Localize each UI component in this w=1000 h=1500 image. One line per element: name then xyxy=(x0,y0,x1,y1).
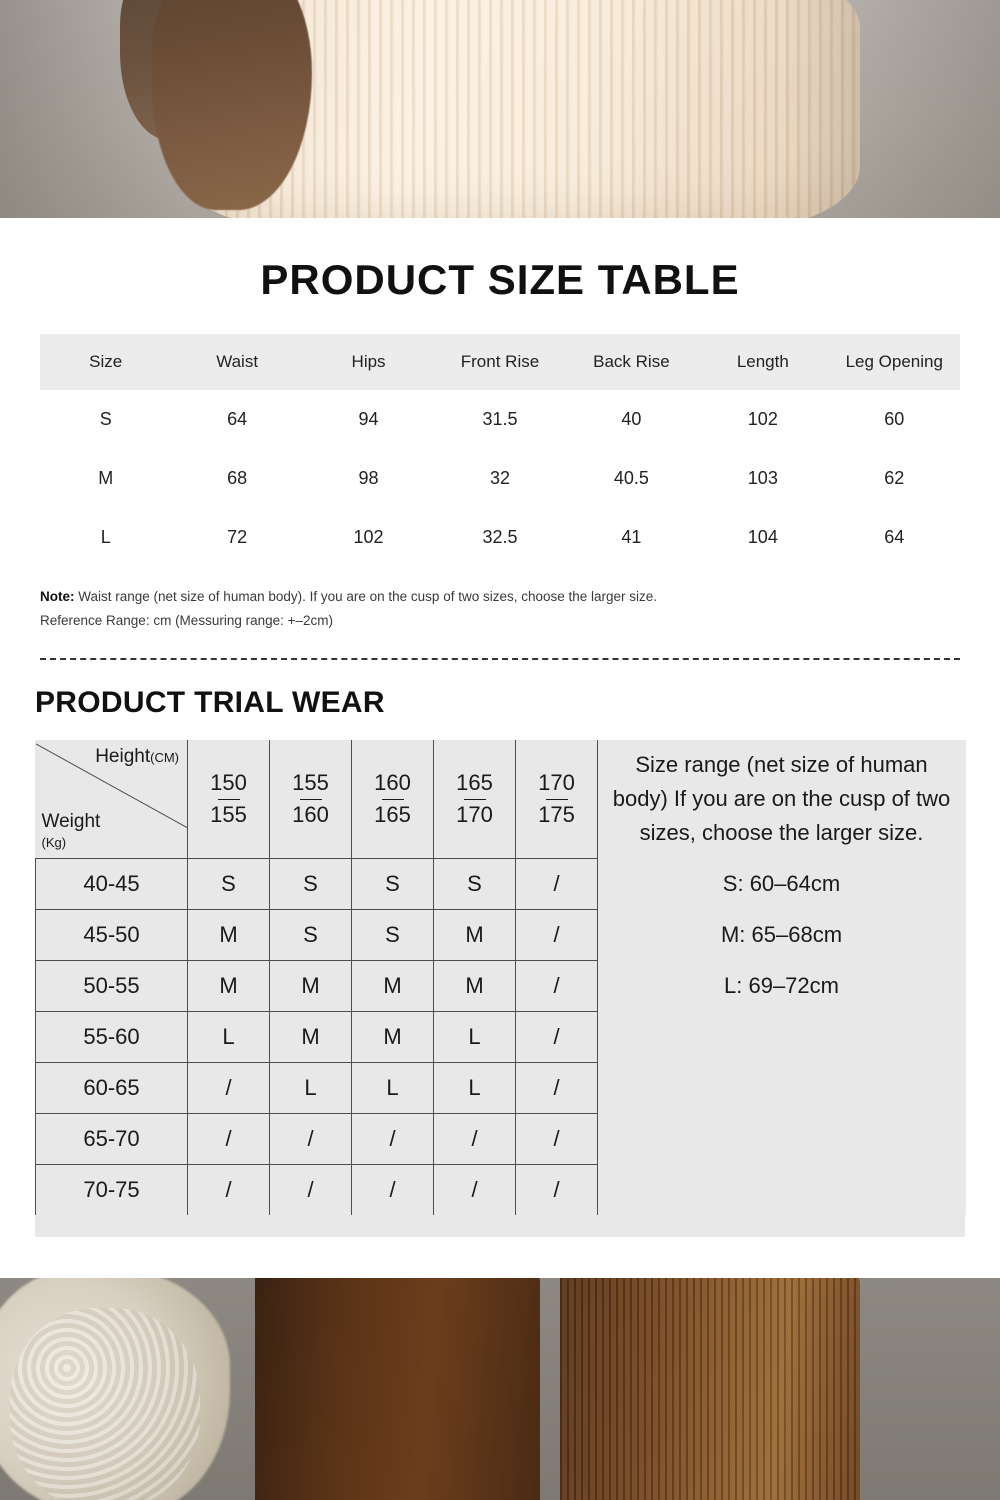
cell-hips: 102 xyxy=(303,508,434,567)
size-cell: M xyxy=(434,961,516,1012)
table-row xyxy=(40,390,960,449)
cell-leg-opening: 60 xyxy=(829,390,960,449)
size-cell: M xyxy=(188,961,270,1012)
range-dash xyxy=(546,799,568,800)
weight-range: 50-55 xyxy=(36,961,188,1012)
size-cell: M xyxy=(270,961,352,1012)
size-cell: M xyxy=(352,961,434,1012)
trial-header-row xyxy=(36,740,966,858)
product-photo-top xyxy=(0,0,1000,218)
cell-front-rise: 32.5 xyxy=(434,508,565,567)
size-cell: / xyxy=(270,1114,352,1165)
height-range-from: 165 xyxy=(456,770,493,796)
height-range-4 xyxy=(516,740,598,858)
cell-leg-opening: 62 xyxy=(829,449,960,508)
cell-hips: 98 xyxy=(303,449,434,508)
cell-length: 104 xyxy=(697,508,828,567)
fur-texture xyxy=(10,1308,200,1500)
size-cell: S xyxy=(352,910,434,961)
cell-size: M xyxy=(40,449,171,508)
size-table-col-leg-opening: Leg Opening xyxy=(829,334,960,390)
cell-front-rise: 31.5 xyxy=(434,390,565,449)
cell-front-rise: 32 xyxy=(434,449,565,508)
size-cell: L xyxy=(188,1012,270,1063)
size-cell: / xyxy=(352,1165,434,1216)
size-cell: / xyxy=(516,1063,598,1114)
size-cell: S xyxy=(270,910,352,961)
weight-range: 40-45 xyxy=(36,859,188,910)
size-note-label: Note: xyxy=(40,589,75,604)
weight-label-text: Weight xyxy=(41,811,101,833)
size-table xyxy=(40,334,960,567)
size-table-col-size: Size xyxy=(40,334,171,390)
height-axis-label xyxy=(95,747,179,767)
size-note xyxy=(40,585,960,632)
photo-shadow-right xyxy=(780,0,1000,218)
trial-panel-padding xyxy=(35,1215,965,1237)
height-range-3 xyxy=(434,740,516,858)
size-table-col-front-rise: Front Rise xyxy=(434,334,565,390)
weight-range: 55-60 xyxy=(36,1012,188,1063)
range-dash xyxy=(300,799,322,800)
cell-waist: 68 xyxy=(171,449,302,508)
height-range-to: 155 xyxy=(210,801,247,827)
side-blank xyxy=(598,1114,966,1165)
height-range-to: 170 xyxy=(456,801,493,827)
size-cell: / xyxy=(434,1165,516,1216)
height-range-2 xyxy=(352,740,434,858)
table-row xyxy=(36,910,966,961)
side-blank xyxy=(598,1165,966,1216)
table-row xyxy=(36,1165,966,1216)
size-table-header-row xyxy=(40,334,960,390)
weight-axis-label xyxy=(42,812,101,852)
cell-back-rise: 40.5 xyxy=(566,449,697,508)
corduroy-texture xyxy=(560,1278,860,1500)
size-cell: L xyxy=(270,1063,352,1114)
size-cell: S xyxy=(188,859,270,910)
size-cell: / xyxy=(270,1165,352,1216)
height-range-to: 165 xyxy=(374,801,411,827)
size-note-line-2: Reference Range: cm (Messuring range: +–2cm) xyxy=(40,612,334,628)
size-range-value-l: L: 69–72cm xyxy=(598,961,966,1012)
height-range-to: 160 xyxy=(292,801,329,827)
page-title: PRODUCT SIZE TABLE xyxy=(260,256,740,303)
size-cell: / xyxy=(188,1063,270,1114)
size-cell: M xyxy=(352,1012,434,1063)
size-cell: L xyxy=(434,1012,516,1063)
size-cell: M xyxy=(434,910,516,961)
height-range-from: 155 xyxy=(292,770,329,796)
size-cell: / xyxy=(516,961,598,1012)
size-cell: S xyxy=(434,859,516,910)
size-table-col-hips: Hips xyxy=(303,334,434,390)
axis-corner-cell xyxy=(36,740,188,858)
size-note-line-1 xyxy=(40,585,960,609)
height-label-text: Height xyxy=(95,746,151,768)
cell-waist: 72 xyxy=(171,508,302,567)
table-row xyxy=(36,1114,966,1165)
size-guide-content xyxy=(0,256,1000,1237)
weight-range: 70-75 xyxy=(36,1165,188,1216)
cell-back-rise: 41 xyxy=(566,508,697,567)
range-dash xyxy=(464,799,486,800)
trial-wear-title: PRODUCT TRIAL WEAR xyxy=(35,686,385,720)
size-range-note: Size range (net size of human body) If you are on the cusp of two sizes, choose the larger size. xyxy=(612,752,951,846)
size-range-value-s: S: 60–64cm xyxy=(598,859,966,910)
range-dash xyxy=(218,799,240,800)
size-cell: / xyxy=(188,1114,270,1165)
size-table-col-waist: Waist xyxy=(171,334,302,390)
size-cell: / xyxy=(516,859,598,910)
size-range-value-m: M: 65–68cm xyxy=(598,910,966,961)
cell-length: 102 xyxy=(697,390,828,449)
weight-range: 45-50 xyxy=(36,910,188,961)
size-cell: M xyxy=(188,910,270,961)
size-table-col-back-rise: Back Rise xyxy=(566,334,697,390)
size-cell: / xyxy=(434,1114,516,1165)
cell-size: L xyxy=(40,508,171,567)
trial-wear-panel xyxy=(35,740,965,1237)
table-row xyxy=(36,961,966,1012)
size-cell: / xyxy=(352,1114,434,1165)
size-cell: / xyxy=(188,1165,270,1216)
table-row xyxy=(40,508,960,567)
height-range-to: 175 xyxy=(538,801,575,827)
side-blank xyxy=(598,1012,966,1063)
size-cell: / xyxy=(516,910,598,961)
cell-size: S xyxy=(40,390,171,449)
height-range-from: 170 xyxy=(538,770,575,796)
size-cell: / xyxy=(516,1012,598,1063)
height-unit-text: (CM) xyxy=(150,750,179,766)
trouser-leg-left xyxy=(255,1278,540,1500)
cell-hips: 94 xyxy=(303,390,434,449)
size-note-text: Waist range (net size of human body). If you are on the cusp of two sizes, choose the larger size. xyxy=(74,589,658,604)
cell-leg-opening: 64 xyxy=(829,508,960,567)
height-range-0 xyxy=(188,740,270,858)
weight-unit-text: (Kg) xyxy=(41,835,67,851)
height-range-1 xyxy=(270,740,352,858)
cell-length: 103 xyxy=(697,449,828,508)
size-cell: / xyxy=(516,1114,598,1165)
section-divider xyxy=(40,658,960,660)
trial-wear-table xyxy=(35,740,966,1215)
weight-range: 60-65 xyxy=(36,1063,188,1114)
table-row xyxy=(36,1063,966,1114)
table-row xyxy=(36,859,966,910)
table-row xyxy=(36,1012,966,1063)
cell-back-rise: 40 xyxy=(566,390,697,449)
size-cell: / xyxy=(516,1165,598,1216)
size-cell: M xyxy=(270,1012,352,1063)
size-table-col-length: Length xyxy=(697,334,828,390)
table-row xyxy=(40,449,960,508)
range-dash xyxy=(382,799,404,800)
size-cell: S xyxy=(270,859,352,910)
size-cell: S xyxy=(352,859,434,910)
cell-waist: 64 xyxy=(171,390,302,449)
product-photo-bottom xyxy=(0,1278,1000,1500)
side-blank xyxy=(598,1063,966,1114)
size-cell: L xyxy=(434,1063,516,1114)
height-range-from: 150 xyxy=(210,770,247,796)
weight-range: 65-70 xyxy=(36,1114,188,1165)
size-cell: L xyxy=(352,1063,434,1114)
height-range-from: 160 xyxy=(374,770,411,796)
